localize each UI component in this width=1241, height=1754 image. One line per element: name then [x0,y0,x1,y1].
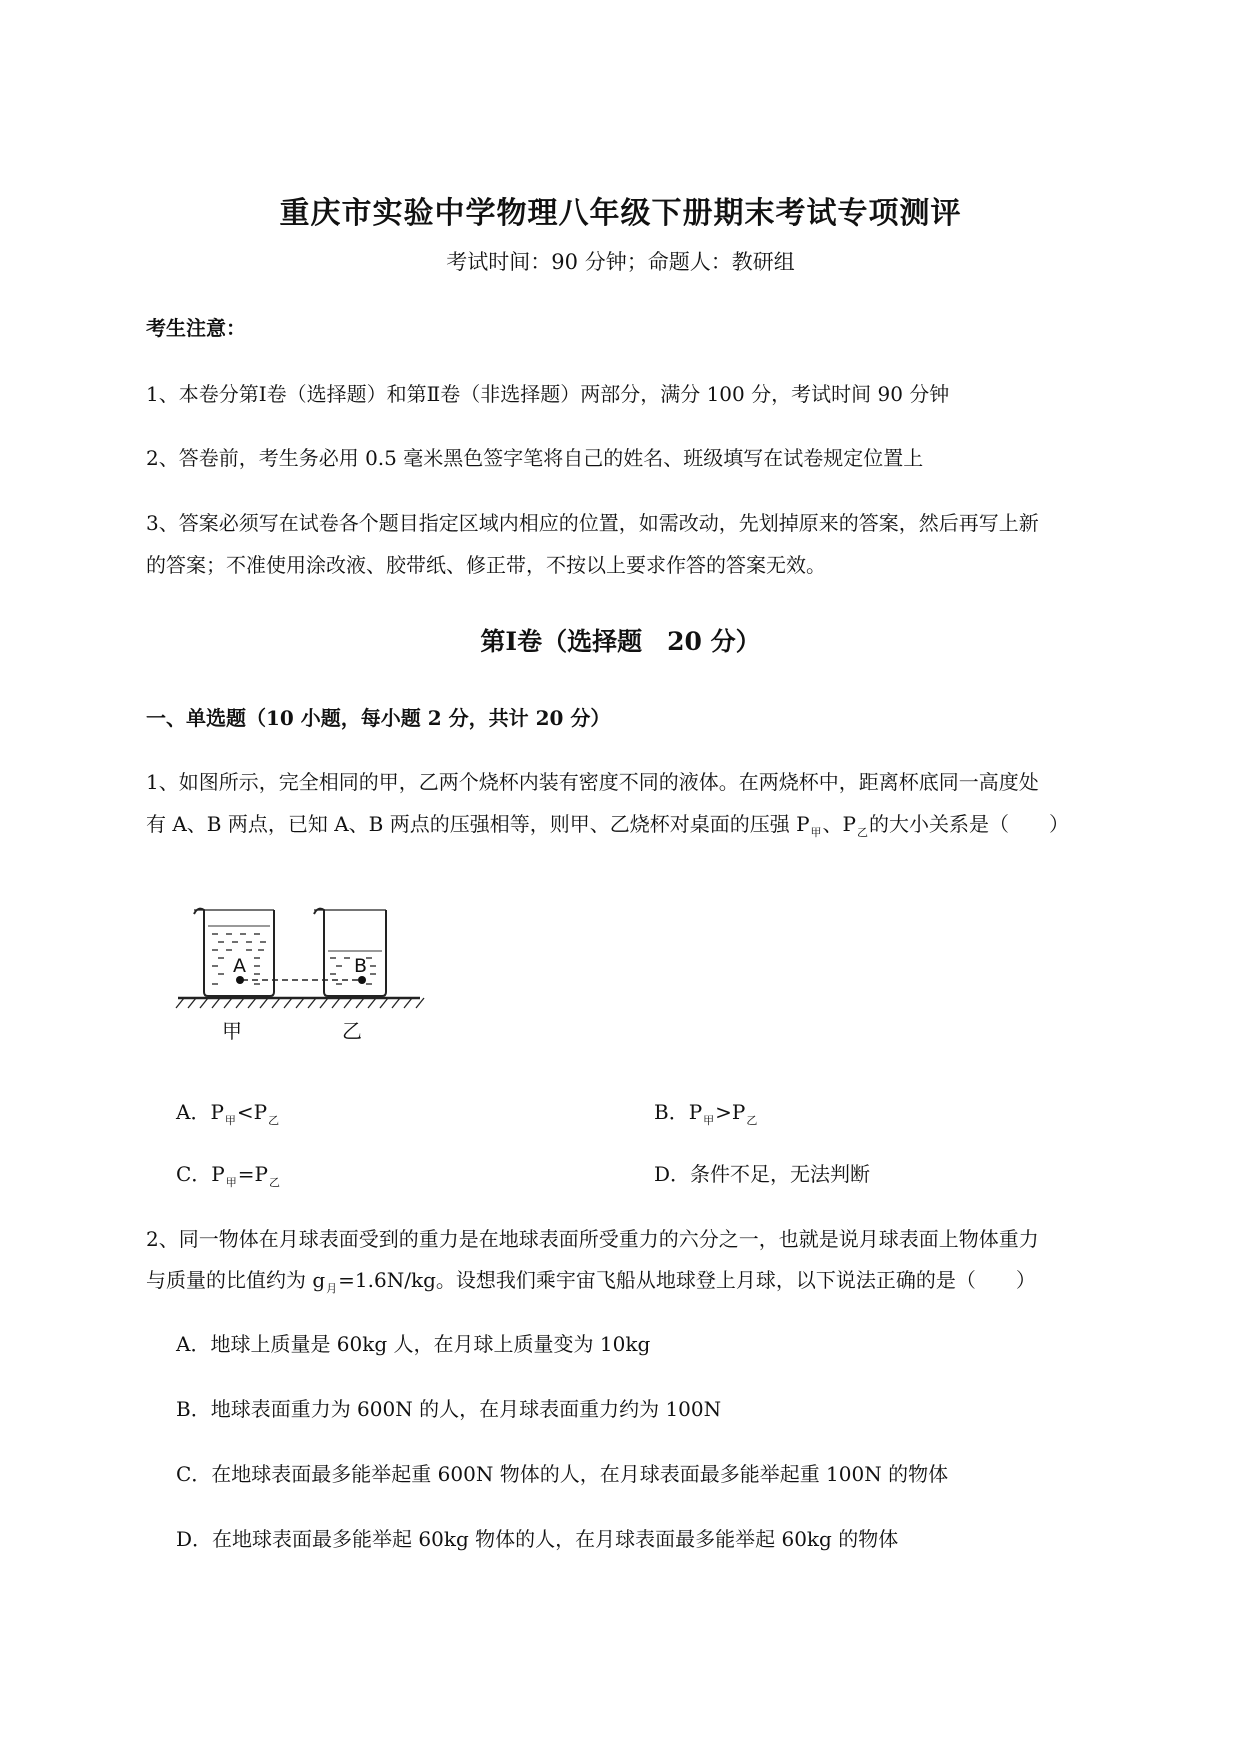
q1-stem-line-1: 1、如图所示，完全相同的甲，乙两个烧杯内装有密度不同的液体。在两烧杯中，距离杯底同一高度处 [146,770,1039,794]
q1-option-c-text-2: =P [237,1162,268,1186]
q1-beaker-figure [170,900,430,1050]
exam-info: 考试时间：90 分钟；命题人：教研组 [446,250,795,274]
page-title: 重庆市实验中学物理八年级下册期末考试专项测评 [279,196,962,231]
q1-stem-text-b: 、P [822,812,856,836]
q2-stem-text-a: 与质量的比值约为 g [146,1268,326,1292]
beaker-jia [194,909,274,996]
q1-stem-line-2 [146,808,1069,837]
q2-option-c[interactable]: C．在地球表面最多能举起重 600N 物体的人，在月球表面最多能举起重 100N 的物体 [176,1462,949,1486]
q1-option-a-text-2: <P [236,1100,268,1124]
label-jia: 甲 [222,1019,242,1043]
point-b [358,976,366,984]
q2-stem-text-b: =1.6N/kg。设想我们乘宇宙飞船从地球登上月球，以下说法正确的是（ ） [338,1268,1036,1292]
subscript-jia: 甲 [225,1176,237,1189]
q2-option-a[interactable]: A．地球上质量是 60kg 人，在月球上质量变为 10kg [176,1332,651,1356]
q2-option-b[interactable]: B．地球表面重力为 600N 的人，在月球表面重力约为 100N [176,1397,722,1421]
q1-option-d[interactable]: D．条件不足，无法判断 [654,1162,871,1186]
point-a [236,976,244,984]
section-title: 第Ⅰ卷（选择题 20 分） [480,627,761,656]
q2-option-d[interactable]: D．在地球表面最多能举起 60kg 物体的人，在月球表面最多能举起 60kg 的物体 [176,1527,899,1551]
part-title: 一、单选题（10 小题，每小题 2 分，共计 20 分） [146,706,611,730]
q1-stem-text-a: 有 A、B 两点，已知 A、B 两点的压强相等，则甲、乙烧杯对桌面的压强 P [146,812,810,836]
q2-stem-line-2 [146,1264,1036,1293]
q1-option-b-text-2: >P [715,1100,746,1124]
notice-item-2: 2、答卷前，考生务必用 0.5 毫米黑色签字笔将自己的姓名、班级填写在试卷规定位置上 [146,446,924,470]
q1-stem-text-c: 的大小关系是（ ） [869,812,1069,836]
q1-option-a-text-1: A．P [176,1100,224,1124]
q1-option-a[interactable] [176,1096,280,1125]
subscript-yi: 乙 [268,1176,280,1189]
label-a: A [233,955,246,977]
q1-option-b-text-1: B．P [654,1100,703,1124]
subscript-yi: 乙 [268,1114,280,1127]
subscript-jia: 甲 [703,1114,715,1127]
table-hatching [176,998,424,1008]
notice-item-3-line-1: 3、答案必须写在试卷各个题目指定区域内相应的位置，如需改动，先划掉原来的答案，然后再写上新 [146,511,1039,535]
subscript-jia: 甲 [810,826,822,839]
q1-option-c[interactable] [176,1158,281,1187]
q1-option-b[interactable] [654,1096,758,1125]
subscript-jia: 甲 [224,1114,236,1127]
label-b: B [354,955,368,977]
subscript-yi: 乙 [857,826,868,839]
subscript-yi: 乙 [746,1114,758,1127]
notice-item-3-line-2: 的答案；不准使用涂改液、胶带纸、修正带，不按以上要求作答的答案无效。 [146,553,826,577]
label-yi: 乙 [342,1019,362,1043]
q1-option-c-text-1: C．P [176,1162,225,1186]
beaker-yi [314,909,386,996]
notice-item-1: 1、本卷分第Ⅰ卷（选择题）和第Ⅱ卷（非选择题）两部分，满分 100 分，考试时间 90 分钟 [146,382,950,406]
notice-heading: 考生注意： [146,316,246,340]
subscript-yue: 月 [326,1282,338,1295]
q2-stem-line-1: 2、同一物体在月球表面受到的重力是在地球表面所受重力的六分之一，也就是说月球表面上物体重力 [146,1227,1039,1251]
